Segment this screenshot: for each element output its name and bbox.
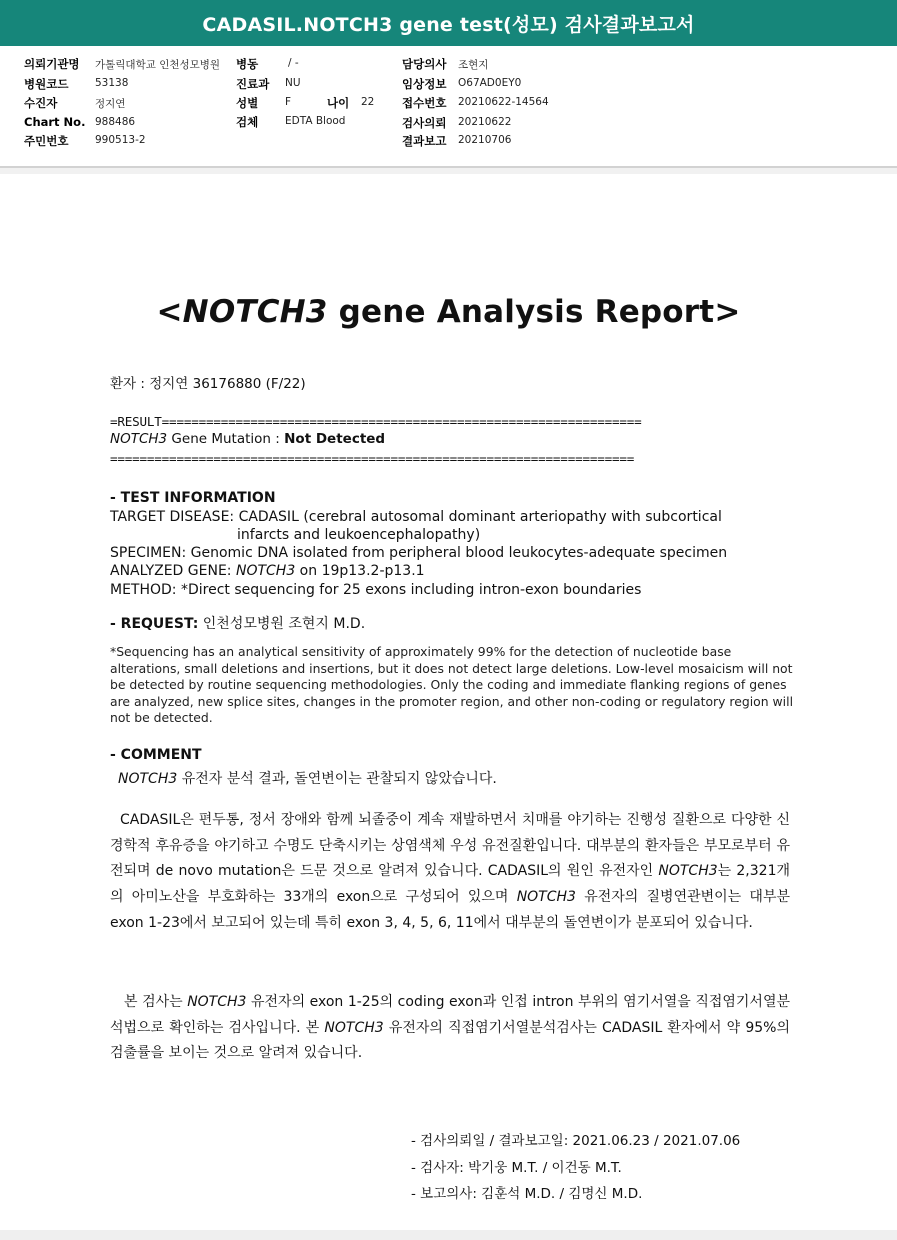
patient-line: 환자 : 정지연 36176880 (F/22): [110, 376, 306, 392]
analyzed-gene-suffix: on 19p13.2-p13.1: [295, 563, 425, 579]
mutation-value: Not Detected: [284, 431, 386, 447]
signature-doctors: - 보고의사: 김훈석 M.D. / 김명신 M.D.: [411, 1186, 643, 1202]
report-date-label: 결과보고: [402, 134, 447, 148]
specimen-line: SPECIMEN: Genomic DNA isolated from peripheral blood leukocytes-adequate specimen: [110, 545, 728, 561]
result-divider: =RESULT=================================================================: [110, 414, 642, 429]
sex-value: F: [285, 96, 292, 108]
age-label: 나이: [327, 96, 350, 110]
comment-heading: - COMMENT: [110, 747, 202, 763]
target-disease-line2: infarcts and leukoencephalopathy): [237, 527, 481, 543]
examinee-label: 수진자: [24, 96, 58, 110]
signature-dates: - 검사의뢰일 / 결과보고일: 2021.06.23 / 2021.07.06: [411, 1133, 741, 1149]
chart-no-value: 988486: [95, 116, 136, 128]
para2-part-b: 유전자의 exon 1-25의 coding exon과 인접 intron 부위의 염기서열을 직접염기서열분석법으로 확인하는 검사입니다. 본: [110, 994, 790, 1036]
test-info-heading: - TEST INFORMATION: [110, 490, 276, 506]
clinical-info-value: O67AD0EY0: [458, 77, 522, 89]
target-disease-line1: TARGET DISEASE: CADASIL (cerebral autosomal dominant arteriopathy with subcortical: [110, 509, 722, 525]
physician-value: 조현지: [458, 59, 489, 71]
report-title: [0, 294, 897, 330]
para1-part-b: 는 2,321개의 아미노산을 부호화하는 33개의 exon으로 구성되어 있으며: [110, 863, 791, 906]
sex-label: 성별: [236, 96, 259, 110]
request-heading: - REQUEST:: [110, 616, 199, 632]
comment-paragraph-1: [110, 808, 790, 937]
clinical-info-label: 임상정보: [402, 77, 447, 91]
hospital-code-value: 53138: [95, 77, 129, 89]
mutation-gene: NOTCH3: [110, 431, 168, 447]
comment-gene: NOTCH3: [118, 771, 178, 787]
comment-paragraph-2: [110, 990, 790, 1067]
department-value: NU: [285, 77, 301, 89]
hospital-code-label: 병원코드: [24, 77, 69, 91]
disclaimer-text: *Sequencing has an analytical sensitivity of approximately 99% for the detection of nucleotide base alterations, small deletions and insertions, but it does not detect large deletions. Low-level mosaicism will not be detected by routine sequencing methodologies. Only the coding and immediate flanking regions of genes are analyzed, new splice sites, changes in the promoter region, and other non-coding or regulatory region will not be detected.: [110, 644, 794, 726]
comment-line: [118, 768, 497, 788]
department-label: 진료과: [236, 77, 270, 91]
institution-value: 가톨릭대학교 인천성모병원: [95, 59, 221, 71]
ward-label: 병동: [236, 57, 259, 71]
report-title-rest: gene Analysis Report>: [327, 294, 741, 330]
para1-part-a: CADASIL은 편두통, 정서 장애와 함께 뇌졸중이 계속 재발하면서 치매를 야기하는 진행성 질환으로 다양한 신경학적 후유증을 야기하고 수명도 단축시키는 상염색체 우성 유전질환입니다. 대부분의 환자들은 부모로부터 유전되며 de novo mutation은 드문 것으로 알려져 있습니다. CADASIL의 원인 유전자인: [110, 812, 790, 880]
method-line: METHOD: *Direct sequencing for 25 exons including intron-exon boundaries: [110, 582, 642, 598]
mutation-label: Gene Mutation :: [167, 431, 285, 447]
patient-info-panel: [0, 46, 897, 168]
chart-no-label: Chart No.: [24, 115, 86, 129]
examinee-value: 정지연: [95, 98, 126, 110]
para2-gene-1: NOTCH3: [187, 994, 247, 1010]
specimen-label: 검체: [236, 115, 259, 129]
specimen-value: EDTA Blood: [285, 115, 346, 127]
analyzed-gene-prefix: ANALYZED GENE:: [110, 563, 236, 579]
para1-gene-1: NOTCH3: [658, 863, 718, 880]
request-line: [110, 613, 365, 633]
receipt-no-value: 20210622-14564: [458, 96, 549, 108]
institution-label: 의뢰기관명: [24, 57, 80, 71]
age-value: 22: [361, 96, 375, 108]
report-date-value: 20210706: [458, 134, 512, 146]
result-divider-bottom: =======================================================================: [110, 451, 635, 466]
sequencing-disclaimer: [110, 644, 796, 727]
request-date-value: 20210622: [458, 116, 512, 128]
report-page: [0, 174, 897, 1230]
comment-text: 유전자 분석 결과, 돌연변이는 관찰되지 않았습니다.: [177, 771, 497, 787]
report-title-gene: NOTCH3: [182, 294, 328, 330]
signature-testers: - 검사자: 박기웅 M.T. / 이건동 M.T.: [411, 1160, 622, 1176]
report-header-title: CADASIL.NOTCH3 gene test(성모) 검사결과보고서: [202, 13, 695, 36]
para2-part-c: 유전자의 직접염기서열분석검사는 CADASIL 환자에서 약 95%의 검출률을 보이는 것으로 알려져 있습니다.: [110, 1019, 790, 1062]
paragraph-2-text: [110, 990, 790, 1067]
receipt-no-label: 접수번호: [402, 96, 447, 110]
mutation-result: [110, 431, 385, 447]
para2-gene-2: NOTCH3: [324, 1019, 384, 1036]
request-value: 인천성모병원 조현지 M.D.: [202, 616, 366, 632]
para1-part-c: 유전자의 질병연관변이는 대부분 exon 1-23에서 보고되어 있는데 특히 exon 3, 4, 5, 6, 11에서 대부분의 돌연변이가 분포되어 있습니다.: [110, 889, 791, 931]
ward-value: / -: [288, 57, 299, 69]
physician-label: 담당의사: [402, 57, 447, 71]
report-title-open: <: [156, 294, 183, 330]
resident-no-label: 주민번호: [24, 134, 69, 148]
analyzed-gene-line: [110, 563, 425, 579]
para2-part-a: 본 검사는: [124, 994, 188, 1010]
report-title-bar: [0, 0, 897, 46]
request-date-label: 검사의뢰: [402, 116, 447, 130]
bottom-band: [0, 1230, 897, 1240]
resident-no-value: 990513-2: [95, 134, 146, 146]
analyzed-gene-name: NOTCH3: [235, 563, 296, 579]
para1-gene-2: NOTCH3: [516, 889, 576, 906]
paragraph-1-text: [110, 808, 790, 937]
